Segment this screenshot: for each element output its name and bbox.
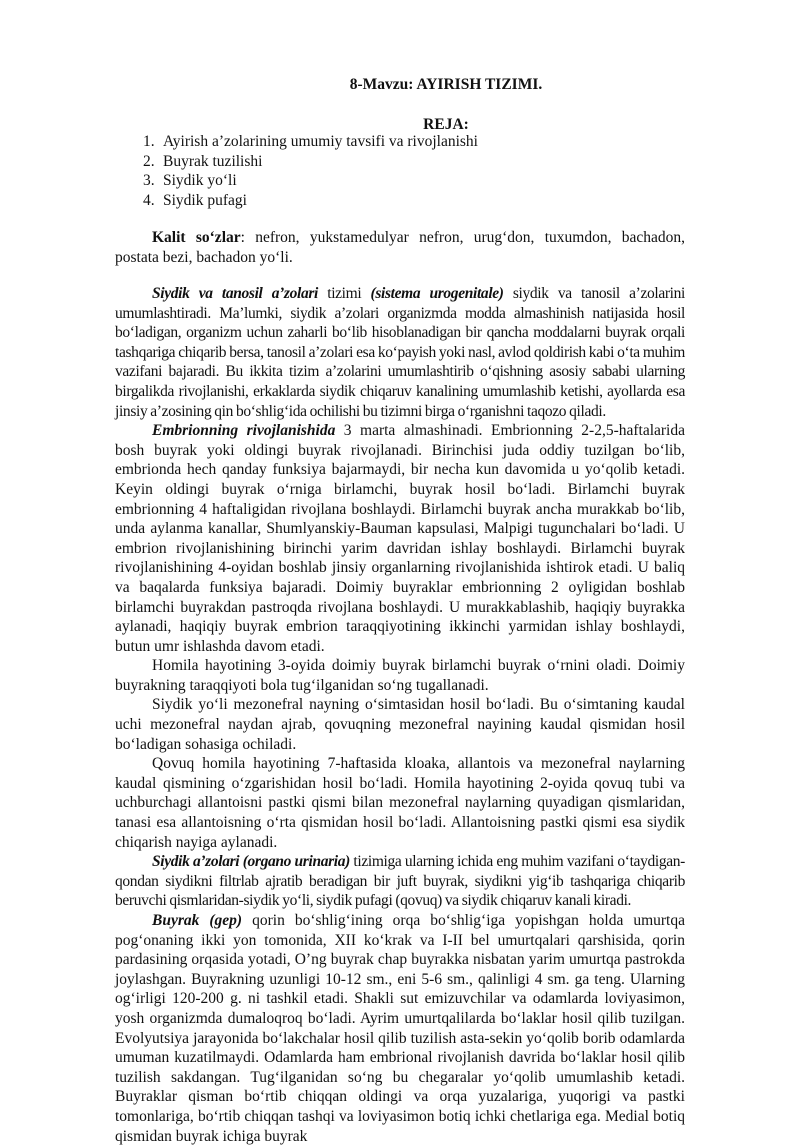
paragraph-kidney: Buyrak (gep) qorin bo‘shlig‘ining orqa bo‘shlig‘iga yopishgan holda umurtqa pog‘onaning ikki yon tomonida, XII ko‘krak va I-II bel umurtqalari qarshisida, qorin pardasining orqasida yotadi, O’ng buyrak chap buyrakka nisbatan yarim umurtqa pastrokda joylashgan. Buyrakning uzunligi 10-12 sm., eni 5-6 sm., qalinligi 4 sm. ga teng. Ularning og‘irligi 120-200 g. ni tashkil etadi. Shakli sut emizuvchilar va odamlarda loviyasimon, yosh organizmda dumaloqroq bo‘ladi. Ayrim umurtqalilarda bo‘laklar hosil qilib tuzilgan. Evolyutsiya jarayonida bo‘lakchalar hosil qilib tuzilish asta-sekin yo‘qolib borib odamlarda umuman kuzatilmaydi. Odamlarda ham embrional rivojlanish davrida bo‘laklar hosil qilib tuzilish sakdangan. Tug‘ilganidan so‘ng bu chegaralar yo‘qolib umumlashib ketadi. Buyraklar qisman bo‘rtib chiqqan oldingi va orqa yuzalariga, yuqorigi va pastki tomonlariga, bo‘rtib chiqqan tashqi va loviyasimon botiq ichki chetlariga ega. Medial botiq qismidan buyrak ichiga buyrak [115, 912, 685, 1145]
plan-list [143, 132, 478, 210]
plan-heading: REJA: [423, 116, 469, 133]
list-item: 2. Buyrak tuzilishi [143, 152, 263, 170]
list-item: 3. Siydik yo‘li [143, 172, 237, 189]
paragraph-embryo: Embrionning rivojlanishida 3 marta almashinadi. Embrionning 2-2,5-haftalarida bosh buyrak yoki oldingi buyrak rivojlanadi. Birinchisi juda oddiy tuzilgan bo‘lib, embrionda hech qanday funksiya bajarmaydi, bir necha kun davomida u yo‘qolib ketadi. Keyin oldingi buyrak o‘rniga birlamchi, buyrak hosil bo‘ladi. Birlamchi buyrak embrionning 4 haftaligidan rivojlana boshlaydi. Birlamchi buyrak ancha murakkab bo‘lib, unda aylanma kanallar, Shumlyanskiy-Bauman kapsulasi, Malpigi tugunchalari bo‘ladi. U embrion rivojlanishining birinchi yarim davridan ishlay boshlaydi. Birlamchi buyrak rivojlanishining 4-oyidan boshlab jinsiy organlarning rivojlanishida ishtirok etadi. U baliq va baqalarda funksiya bajaradi. Doimiy buyraklar embrionning 2 oyligidan boshlab birlamchi buyrakdan pastroqda rivojlana boshlaydi. U murakkablashib, haqiqiy buyrakka aylanadi, haqiqiy buyrak embrion taraqqiyotining ikkinchi yarmidan ishlay boshlaydi, butun umr ishlashda davom etadi. [115, 422, 685, 655]
list-item: 1. Ayirish a’zolarining umumiy tavsifi va rivojlanishi [143, 133, 478, 150]
paragraph-ureter: Siydik yo‘li mezonefral nayning o‘simtasidan hosil bo‘ladi. Bu o‘simtaning kaudal uchi mezonefral naydan ajrab, qovuqning mezonefral nayining kaudal qismidan hosil bo‘ladigan sohasiga ochiladi. [115, 696, 685, 753]
paragraph-homila: Homila hayotining 3-oyida doimiy buyrak birlamchi buyrak o‘rnini oladi. Doimiy buyrakning taraqqiyoti bola tug‘ilganidan so‘ng tugallanadi. [115, 657, 685, 694]
keywords-paragraph [115, 228, 685, 267]
paragraph-urinary-organs: Siydik a’zolari (organo urinaria) tizimiga ularning ichida eng muhim vazifani o‘taydigan-qondan siydikni filtrlab ajratib beradigan bir juft buyrak, siydikni yig‘ib tashqariga chiqarib beruvchi qismlaridan-siydik yo‘li, siydik pufagi (qovuq) va siydik chiqaruv kanali kiradi. [115, 853, 685, 910]
keywords-label: Kalit so‘zlar [152, 229, 241, 246]
paragraph-intro: Siydik va tanosil a’zolari tizimi (sistema urogenitale) siydik va tanosil a’zolarini umumlashtiradi. Ma’lumki, siydik a’zolari organizmda modda almashinish natijasida hosil bo‘ladigan, organizm uchun zaharli bo‘lib hisoblanadigan bir qancha moddalarni buyrak orqali tashqariga chiqarib bersa, tanosil a’zolari esa ko‘payish yoki nasl, avlod qoldirish kabi o‘ta muhim vazifani bajaradi. Bu ikkita tizim a’zolarini umumlashtirib o‘qishning asosiy sababi ularning birgalikda rivojlanishi, erkaklarda siydik chiqaruv kanalining umumlashib ketishi, ayollarda esa jinsiy a’zosining qin bo‘shlig‘ida ochilishi bu tizimni birga o‘rganishni taqozo qiladi. [115, 285, 685, 420]
paragraph-bladder: Qovuq homila hayotining 7-haftasida kloaka, allantois va mezonefral naylarning kaudal qismining o‘zgarishidan hosil bo‘ladi. Homila hayotining 2-oyida qovuq tubi va uchburchagi allantoisni pastki qismi bilan mezonefral naylarning quyadigan qismlaridan, tanasi esa allantoisning o‘rta qismidan hosil bo‘ladi. Allantoisning pastki qismi esa siydik chiqarish nayiga aylanadi. [115, 755, 685, 851]
keywords-text: : nefron, yukstamedulyar nefron, urug‘don, tuxumdon, bachadon, postata bezi, bachadon yo‘li. [115, 229, 685, 266]
page-title: 8-Mavzu: AYIRISH TIZIMI. [349, 76, 543, 93]
body-text [115, 284, 685, 1146]
list-item: 4. Siydik pufagi [143, 191, 247, 209]
